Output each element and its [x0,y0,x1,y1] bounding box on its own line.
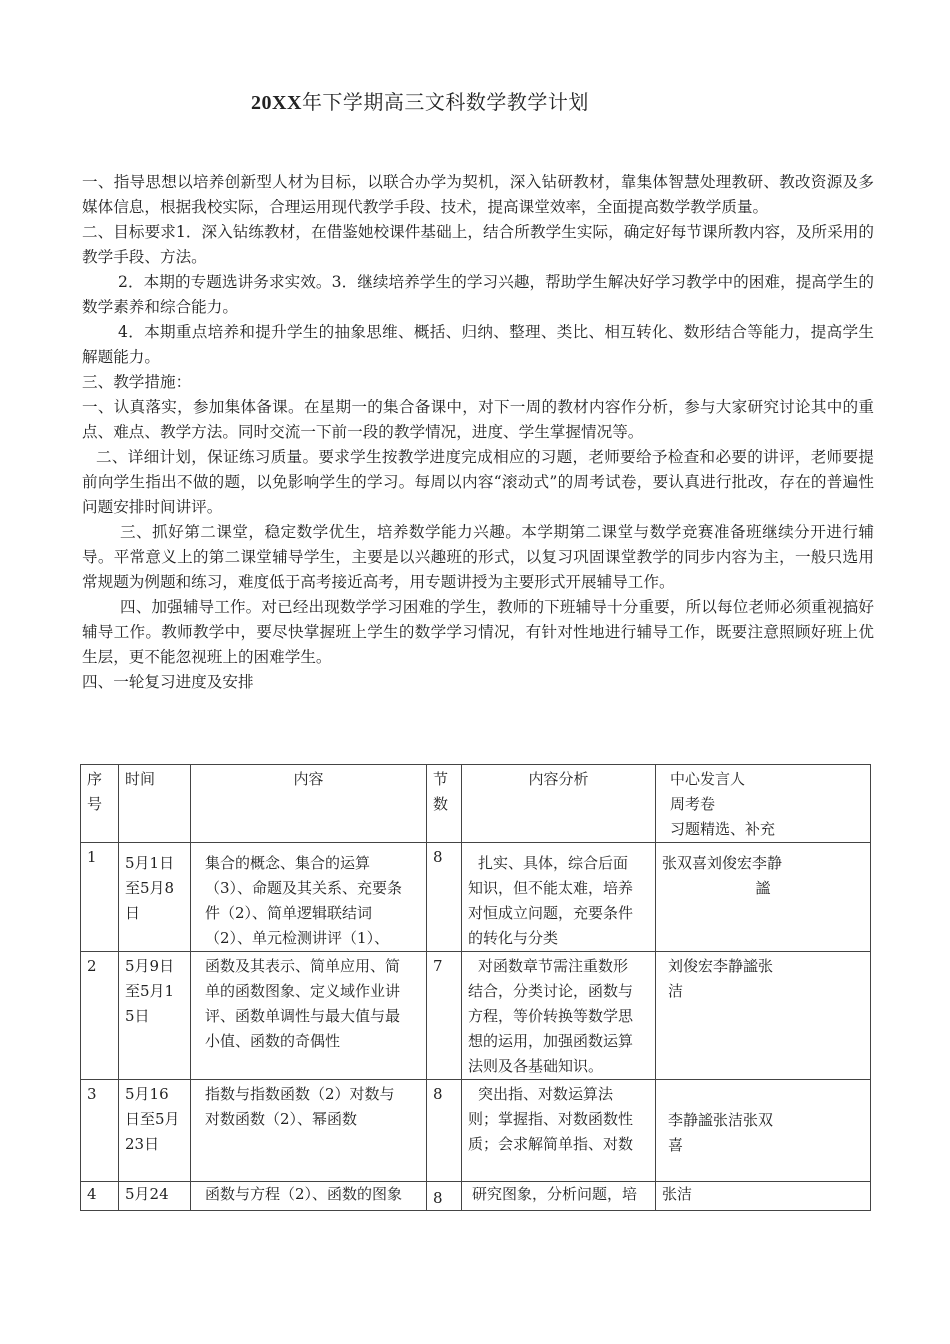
table-row [81,952,871,1080]
cell-content: 指数与指数函数（2）对数与 对数函数（2）、幂函数 [191,1080,427,1182]
paragraph-measure-2: 二、详细计划，保证练习质量。要求学生按教学进度完成相应的习题，老师要给予检查和必要的讲评，老师要提前向学生指出不做的题，以免影响学生的学习。每周以内容“滚动式”的周考试卷，要认真进行批改，存在的普遍性问题安排时间讲评。 [82,448,874,516]
cell-analysis: 突出指、对数运算法 则；掌握指、对数函数性 质；会求解简单指、对数 [462,1080,656,1182]
cell-time: 5月16 日至5月 23日 [119,1080,191,1182]
cell-speaker: 张洁 [656,1182,871,1211]
cell-analysis: 研究图象，分析问题，培 [462,1182,656,1211]
cell-content: 集合的概念、集合的运算 （3）、命题及其关系、充要条 件（2）、简单逻辑联结词 （2）、单元检测讲评（1）、 [191,843,427,952]
title-year: 20XX [251,92,302,114]
cell-hours: 7 [427,952,462,1080]
heading-measures: 三、教学措施： [82,373,192,391]
cell-no: 2 [81,952,119,1080]
table-header-row [81,765,871,843]
header-hours: 节数 [427,765,462,843]
cell-time: 5月24 [119,1182,191,1211]
paragraph-measure-1: 一、认真落实，参加集体备课。在星期一的集合备课中，对下一周的教材内容作分析，参与大家研究讨论其中的重点、难点、教学方法。同时交流一下前一段的教学情况，进度、学生掌握情况等。 [82,398,874,441]
header-speaker: 中心发言人 周考卷 习题精选、补充 [656,765,871,843]
paragraph-goal-4: 4．本期重点培养和提升学生的抽象思维、概括、归纳、整理、类比、相互转化、数形结合等能力，提高学生解题能力。 [82,323,874,366]
body-text [82,170,874,695]
heading-schedule: 四、一轮复习进度及安排 [82,673,254,691]
cell-time: 5月9日 至5月1 5日 [119,952,191,1080]
paragraph-goals: 二、目标要求1．深入钻练教材，在借鉴她校课件基础上，结合所教学生实际，确定好每节课所教内容，及所采用的教学手段、方法。 [82,223,874,266]
cell-time: 5月1日 至5月8 日 [119,843,191,952]
cell-analysis: 对函数章节需注重数形 结合，分类讨论，函数与 方程，等价转换等数学思 想的运用，加强函数运算 法则及各基础知识。 [462,952,656,1080]
paragraph-measure-3: 三、抓好第二课堂，稳定数学优生，培养数学能力兴趣。本学期第二课堂与数学竞赛准备班继续分开进行辅导。平常意义上的第二课堂辅导学生，主要是以兴趣班的形式，以复习巩固课堂教学的同步内容为主，一般只选用常规题为例题和练习，难度低于高考接近高考，用专题讲授为主要形式开展辅导工作。 [82,523,874,591]
table-row [81,843,871,952]
cell-speaker: 张双喜刘俊宏李静 謐 [656,843,871,952]
cell-no: 1 [81,843,119,952]
cell-hours: 8 [427,1182,462,1211]
paragraph-guiding-thought: 一、指导思想以培养创新型人材为目标，以联合办学为契机，深入钻研教材，靠集体智慧处理教研、教改资源及多媒体信息，根据我校实际，合理运用现代教学手段、技术，提高课堂效率，全面提高数学教学质量。 [82,173,874,216]
cell-no: 4 [81,1182,119,1211]
cell-no: 3 [81,1080,119,1182]
table-row [81,1080,871,1182]
review-schedule-table [80,764,871,1211]
header-content: 内容 [191,765,427,843]
cell-speaker: 李静謐张洁张双 喜 [656,1080,871,1182]
cell-analysis: 扎实、具体，综合后面 知识，但不能太难，培养 对恒成立问题，充要条件 的转化与分类 [462,843,656,952]
cell-speaker: 刘俊宏李静謐张 洁 [656,952,871,1080]
paragraph-measure-4: 四、加强辅导工作。对已经出现数学学习困难的学生，教师的下班辅导十分重要，所以每位老师必须重视搞好辅导工作。教师教学中，要尽快掌握班上学生的数学学习情况，有针对性地进行辅导工作，既要注意照顾好班上优生层，更不能忽视班上的困难学生。 [82,598,874,666]
cell-hours: 8 [427,1080,462,1182]
cell-content: 函数及其表示、简单应用、简 单的函数图象、定义域作业讲 评、函数单调性与最大值与最 小值、函数的奇偶性 [191,952,427,1080]
cell-hours: 8 [427,843,462,952]
title-text: 年下学期高三文科数学教学计划 [301,90,589,114]
cell-content: 函数与方程（2）、函数的图象 [191,1182,427,1211]
header-time: 时间 [119,765,191,843]
table-row [81,1182,871,1211]
header-analysis: 内容分析 [462,765,656,843]
header-no: 序 号 [81,765,119,843]
page-title [0,86,840,115]
paragraph-goal-2-3: 2．本期的专题选讲务求实效。3．继续培养学生的学习兴趣，帮助学生解决好学习教学中的困难，提高学生的数学素养和综合能力。 [82,273,874,316]
